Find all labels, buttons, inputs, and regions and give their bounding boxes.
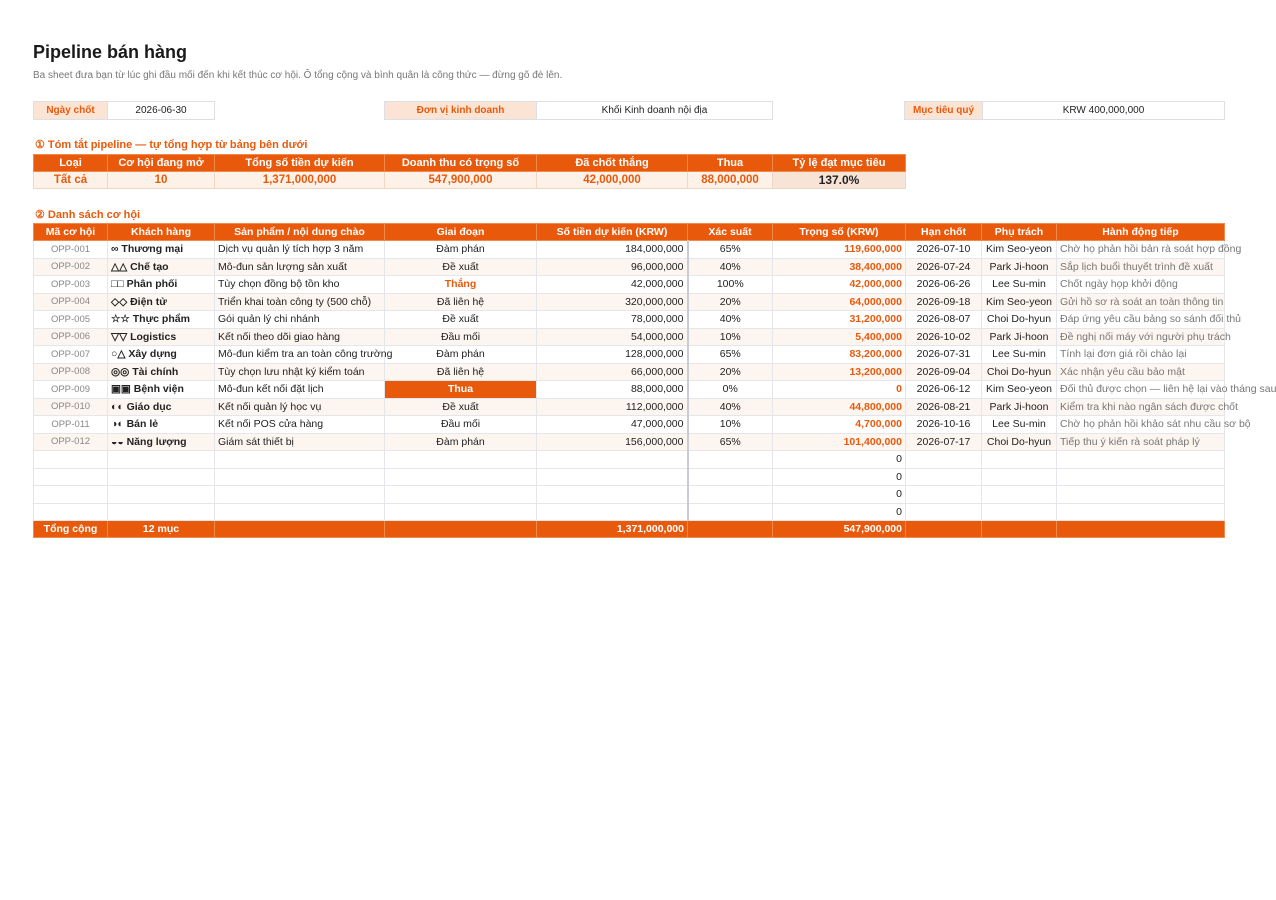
cell-owner[interactable]: Lee Su-min: [982, 276, 1057, 294]
cell-stage[interactable]: Đã liên hệ: [385, 293, 537, 311]
cell-amount[interactable]: 66,000,000: [537, 363, 688, 381]
cell-probability[interactable]: 20%: [688, 293, 773, 311]
cell-probability[interactable]: 65%: [688, 346, 773, 364]
cell-due-date[interactable]: 2026-08-07: [906, 311, 982, 329]
table-row[interactable]: [34, 416, 1225, 434]
cell-due-date[interactable]: 2026-07-31: [906, 346, 982, 364]
cell-opportunity-id[interactable]: OPP-008: [34, 363, 108, 381]
cell-weighted[interactable]: 0: [773, 503, 906, 521]
cell-due-date[interactable]: 2026-07-17: [906, 433, 982, 451]
cell-probability[interactable]: 65%: [688, 433, 773, 451]
cell-opportunity-id[interactable]: OPP-012: [34, 433, 108, 451]
empty-cell[interactable]: [34, 486, 108, 504]
summary-section-title: ① Tóm tắt pipeline — tự tổng hợp từ bảng bên dưới: [35, 139, 308, 151]
cell-next-action[interactable]: Đáp ứng yêu cầu bảng so sánh đối thủ: [1057, 311, 1225, 329]
cell-stage[interactable]: Đề xuất: [385, 398, 537, 416]
empty-row[interactable]: [34, 451, 1225, 469]
cell-next-action[interactable]: Tiếp thu ý kiến rà soát pháp lý: [1057, 433, 1225, 451]
cell-customer[interactable]: △△ Chế tạo: [108, 258, 215, 276]
table-row[interactable]: [34, 346, 1225, 364]
cell-amount[interactable]: 54,000,000: [537, 328, 688, 346]
cell-weighted[interactable]: 4,700,000: [773, 416, 906, 434]
empty-cell[interactable]: [34, 451, 108, 469]
empty-cell[interactable]: [34, 503, 108, 521]
cell-weighted[interactable]: 64,000,000: [773, 293, 906, 311]
cell-amount[interactable]: 184,000,000: [537, 241, 688, 259]
table-row[interactable]: [34, 241, 1225, 259]
empty-row[interactable]: [34, 503, 1225, 521]
table-row[interactable]: [34, 258, 1225, 276]
cell-due-date[interactable]: 2026-10-02: [906, 328, 982, 346]
empty-cell[interactable]: [34, 468, 108, 486]
cell-owner[interactable]: Choi Do-hyun: [982, 433, 1057, 451]
cell-owner[interactable]: Park Ji-hoon: [982, 328, 1057, 346]
empty-cell[interactable]: [108, 451, 215, 469]
close-date-value[interactable]: 2026-06-30: [108, 102, 215, 120]
cell-stage[interactable]: Đàm phán: [385, 433, 537, 451]
total-empty-cell: [688, 521, 773, 538]
col-header-stage[interactable]: Giai đoạn: [385, 224, 537, 241]
table-row[interactable]: [34, 398, 1225, 416]
empty-cell[interactable]: [982, 486, 1057, 504]
cell-customer[interactable]: ▽▽ Logistics: [108, 328, 215, 346]
cell-due-date[interactable]: 2026-09-04: [906, 363, 982, 381]
cell-weighted[interactable]: 38,400,000: [773, 258, 906, 276]
cell-product[interactable]: Mô-đun kết nối đặt lịch: [215, 381, 385, 399]
col-header-owner[interactable]: Phụ trách: [982, 224, 1057, 241]
col-header-product[interactable]: Sản phẩm / nội dung chào: [215, 224, 385, 241]
empty-cell[interactable]: [108, 486, 215, 504]
empty-cell[interactable]: [537, 468, 688, 486]
table-row[interactable]: [34, 433, 1225, 451]
col-header-id[interactable]: Mã cơ hội: [34, 224, 108, 241]
pipeline-table: [33, 223, 1276, 538]
summary-won[interactable]: 42,000,000: [537, 172, 688, 189]
cell-opportunity-id[interactable]: OPP-005: [34, 311, 108, 329]
cell-product[interactable]: Giám sát thiết bị: [215, 433, 385, 451]
cell-next-action[interactable]: Chờ họ phản hồi khảo sát nhu cầu sơ bộ: [1057, 416, 1225, 434]
empty-cell[interactable]: [688, 486, 773, 504]
cell-owner[interactable]: Choi Do-hyun: [982, 363, 1057, 381]
cell-due-date[interactable]: 2026-06-12: [906, 381, 982, 399]
cell-owner[interactable]: Lee Su-min: [982, 416, 1057, 434]
total-empty-cell: [215, 521, 385, 538]
cell-product[interactable]: Tùy chọn lưu nhật ký kiểm toán: [215, 363, 385, 381]
cell-probability[interactable]: 10%: [688, 416, 773, 434]
cell-opportunity-id[interactable]: OPP-004: [34, 293, 108, 311]
unit-label: Đơn vị kinh doanh: [385, 102, 537, 120]
cell-opportunity-id[interactable]: OPP-002: [34, 258, 108, 276]
empty-cell[interactable]: [1057, 468, 1225, 486]
cell-customer[interactable]: ◑◐ Bán lẻ: [108, 416, 215, 434]
cell-customer[interactable]: ◐◐ Giáo dục: [108, 398, 215, 416]
cell-owner[interactable]: Lee Su-min: [982, 346, 1057, 364]
cell-stage[interactable]: Thua: [385, 381, 537, 399]
cell-opportunity-id[interactable]: OPP-011: [34, 416, 108, 434]
summary-header: Cơ hội đang mở: [108, 155, 215, 172]
cell-weighted[interactable]: 31,200,000: [773, 311, 906, 329]
empty-cell[interactable]: [385, 503, 537, 521]
col-header-next-action[interactable]: Hành động tiếp: [1057, 224, 1225, 241]
empty-cell[interactable]: [906, 468, 982, 486]
cell-next-action[interactable]: Tính lại đơn giá rồi chào lại: [1057, 346, 1225, 364]
empty-cell[interactable]: [215, 486, 385, 504]
cell-due-date[interactable]: 2026-10-16: [906, 416, 982, 434]
cell-stage[interactable]: Đã liên hệ: [385, 363, 537, 381]
summary-table: [33, 154, 906, 189]
meta-table: [33, 101, 1225, 120]
cell-probability[interactable]: 10%: [688, 328, 773, 346]
cell-amount[interactable]: 156,000,000: [537, 433, 688, 451]
cell-product[interactable]: Triển khai toàn công ty (500 chỗ): [215, 293, 385, 311]
empty-row[interactable]: [34, 468, 1225, 486]
cell-weighted[interactable]: 0: [773, 381, 906, 399]
table-row[interactable]: [34, 328, 1225, 346]
cell-probability[interactable]: 40%: [688, 311, 773, 329]
close-date-label: Ngày chốt: [34, 102, 108, 120]
cell-due-date[interactable]: 2026-07-24: [906, 258, 982, 276]
total-empty-cell: [385, 521, 537, 538]
page-subtitle: Ba sheet đưa bạn từ lúc ghi đầu mối đến khi kết thúc cơ hội. Ô tổng cộng và bình quân là công thức — đừng gõ đè lên.: [33, 70, 563, 81]
cell-amount[interactable]: 128,000,000: [537, 346, 688, 364]
cell-amount[interactable]: 78,000,000: [537, 311, 688, 329]
cell-stage[interactable]: Đề xuất: [385, 311, 537, 329]
empty-cell[interactable]: [982, 451, 1057, 469]
cell-weighted[interactable]: 0: [773, 486, 906, 504]
cell-product[interactable]: Mô-đun sản lượng sản xuất: [215, 258, 385, 276]
table-row[interactable]: [34, 381, 1225, 399]
empty-cell[interactable]: [906, 503, 982, 521]
cell-product[interactable]: Dịch vụ quản lý tích hợp 3 năm: [215, 241, 385, 259]
summary-total-amount[interactable]: 1,371,000,000: [215, 172, 385, 189]
empty-cell[interactable]: [215, 503, 385, 521]
cell-opportunity-id[interactable]: OPP-010: [34, 398, 108, 416]
total-row: [34, 521, 1225, 538]
cell-weighted[interactable]: 44,800,000: [773, 398, 906, 416]
cell-next-action[interactable]: Đối thủ được chọn — liên hệ lại vào tháng sau: [1057, 381, 1225, 399]
total-empty-cell: [906, 521, 982, 538]
summary-header: Thua: [688, 155, 773, 172]
cell-next-action[interactable]: Kiểm tra khi nào ngân sách được chốt: [1057, 398, 1225, 416]
empty-cell[interactable]: [906, 486, 982, 504]
cell-stage[interactable]: Đầu mối: [385, 416, 537, 434]
empty-cell[interactable]: [385, 486, 537, 504]
cell-customer[interactable]: ▣▣ Bệnh viện: [108, 381, 215, 399]
summary-header: Tỷ lệ đạt mục tiêu: [773, 155, 906, 172]
cell-weighted[interactable]: 101,400,000: [773, 433, 906, 451]
cell-opportunity-id[interactable]: OPP-006: [34, 328, 108, 346]
empty-cell[interactable]: [1057, 503, 1225, 521]
cell-customer[interactable]: □□ Phân phối: [108, 276, 215, 294]
total-empty-cell: [982, 521, 1057, 538]
summary-header: Loại: [34, 155, 108, 172]
summary-header: Tổng số tiền dự kiến: [215, 155, 385, 172]
empty-cell[interactable]: [982, 468, 1057, 486]
cell-owner[interactable]: Park Ji-hoon: [982, 398, 1057, 416]
cell-opportunity-id[interactable]: OPP-003: [34, 276, 108, 294]
summary-type[interactable]: Tất cả: [34, 172, 108, 189]
col-header-amount[interactable]: Số tiền dự kiến (KRW): [537, 224, 688, 241]
table-row[interactable]: [34, 293, 1225, 311]
cell-next-action[interactable]: Gửi hồ sơ rà soát an toàn thông tin: [1057, 293, 1225, 311]
col-header-probability[interactable]: Xác suất: [688, 224, 773, 241]
empty-cell[interactable]: [688, 451, 773, 469]
cell-opportunity-id[interactable]: OPP-007: [34, 346, 108, 364]
cell-product[interactable]: Kết nối theo dõi giao hàng: [215, 328, 385, 346]
cell-probability[interactable]: 20%: [688, 363, 773, 381]
empty-row[interactable]: [34, 486, 1225, 504]
cell-weighted[interactable]: 5,400,000: [773, 328, 906, 346]
cell-product[interactable]: Gói quản lý chi nhánh: [215, 311, 385, 329]
cell-due-date[interactable]: 2026-06-26: [906, 276, 982, 294]
cell-customer[interactable]: ◒◒ Năng lượng: [108, 433, 215, 451]
summary-header: Doanh thu có trọng số: [385, 155, 537, 172]
cell-amount[interactable]: 88,000,000: [537, 381, 688, 399]
empty-cell[interactable]: [688, 503, 773, 521]
empty-cell[interactable]: [537, 451, 688, 469]
cell-next-action[interactable]: Sắp lịch buổi thuyết trình đề xuất: [1057, 258, 1225, 276]
empty-cell[interactable]: [1057, 451, 1225, 469]
cell-product[interactable]: Kết nối POS cửa hàng: [215, 416, 385, 434]
empty-cell[interactable]: [537, 486, 688, 504]
empty-cell[interactable]: [1057, 486, 1225, 504]
cell-customer[interactable]: ◇◇ Điện tử: [108, 293, 215, 311]
total-label: Tổng cộng: [34, 521, 108, 538]
cell-weighted[interactable]: 42,000,000: [773, 276, 906, 294]
cell-probability[interactable]: 40%: [688, 398, 773, 416]
summary-lost[interactable]: 88,000,000: [688, 172, 773, 189]
cell-stage[interactable]: Thắng: [385, 276, 537, 294]
col-header-due[interactable]: Hạn chốt: [906, 224, 982, 241]
cell-due-date[interactable]: 2026-07-10: [906, 241, 982, 259]
cell-product[interactable]: Tùy chọn đồng bộ tồn kho: [215, 276, 385, 294]
empty-cell[interactable]: [385, 468, 537, 486]
total-count: 12 mục: [108, 521, 215, 538]
total-empty-cell: [1057, 521, 1225, 538]
cell-owner[interactable]: Kim Seo-yeon: [982, 293, 1057, 311]
cell-weighted[interactable]: 83,200,000: [773, 346, 906, 364]
empty-cell[interactable]: [537, 503, 688, 521]
cell-product[interactable]: Kết nối quản lý học vụ: [215, 398, 385, 416]
empty-cell[interactable]: [688, 468, 773, 486]
cell-amount[interactable]: 47,000,000: [537, 416, 688, 434]
table-row[interactable]: [34, 363, 1225, 381]
cell-product[interactable]: Mô-đun kiểm tra an toàn công trường: [215, 346, 385, 364]
cell-amount[interactable]: 320,000,000: [537, 293, 688, 311]
empty-cell[interactable]: [215, 468, 385, 486]
cell-customer[interactable]: ○△ Xây dựng: [108, 346, 215, 364]
cell-owner[interactable]: Kim Seo-yeon: [982, 241, 1057, 259]
cell-amount[interactable]: 96,000,000: [537, 258, 688, 276]
cell-weighted[interactable]: 0: [773, 451, 906, 469]
cell-customer[interactable]: ∞ Thương mại: [108, 241, 215, 259]
cell-opportunity-id[interactable]: OPP-001: [34, 241, 108, 259]
empty-cell[interactable]: [215, 451, 385, 469]
total-weighted: 547,900,000: [773, 521, 906, 538]
cell-customer[interactable]: ☆☆ Thực phẩm: [108, 311, 215, 329]
cell-probability[interactable]: 65%: [688, 241, 773, 259]
total-amount: 1,371,000,000: [537, 521, 688, 538]
page-title: Pipeline bán hàng: [33, 42, 188, 62]
cell-amount[interactable]: 42,000,000: [537, 276, 688, 294]
empty-cell[interactable]: [385, 451, 537, 469]
cell-next-action[interactable]: Xác nhận yêu cầu bảo mật: [1057, 363, 1225, 381]
summary-weighted-revenue[interactable]: 547,900,000: [385, 172, 537, 189]
table-row[interactable]: [34, 276, 1225, 294]
cell-stage[interactable]: Đàm phán: [385, 346, 537, 364]
summary-open-count[interactable]: 10: [108, 172, 215, 189]
cell-stage[interactable]: Đầu mối: [385, 328, 537, 346]
cell-weighted[interactable]: 119,600,000: [773, 241, 906, 259]
col-header-customer[interactable]: Khách hàng: [108, 224, 215, 241]
cell-owner[interactable]: Choi Do-hyun: [982, 311, 1057, 329]
unit-value[interactable]: Khối Kinh doanh nội địa: [537, 102, 773, 120]
cell-opportunity-id[interactable]: OPP-009: [34, 381, 108, 399]
cell-weighted[interactable]: 0: [773, 468, 906, 486]
cell-due-date[interactable]: 2026-08-21: [906, 398, 982, 416]
empty-cell[interactable]: [108, 468, 215, 486]
target-label: Mục tiêu quý: [905, 102, 983, 120]
summary-header: Đã chốt thắng: [537, 155, 688, 172]
empty-cell[interactable]: [108, 503, 215, 521]
cell-next-action[interactable]: Chốt ngày họp khởi động: [1057, 276, 1225, 294]
empty-cell[interactable]: [982, 503, 1057, 521]
pipeline-section-title: ② Danh sách cơ hội: [35, 209, 141, 221]
summary-target-rate[interactable]: 137.0%: [773, 172, 906, 189]
table-row[interactable]: [34, 311, 1225, 329]
cell-next-action[interactable]: Đề nghị nối máy với người phụ trách: [1057, 328, 1225, 346]
cell-amount[interactable]: 112,000,000: [537, 398, 688, 416]
cell-owner[interactable]: Park Ji-hoon: [982, 258, 1057, 276]
empty-cell[interactable]: [906, 451, 982, 469]
cell-probability[interactable]: 40%: [688, 258, 773, 276]
cell-weighted[interactable]: 13,200,000: [773, 363, 906, 381]
cell-owner[interactable]: Kim Seo-yeon: [982, 381, 1057, 399]
cell-customer[interactable]: ◎◎ Tài chính: [108, 363, 215, 381]
cell-stage[interactable]: Đề xuất: [385, 258, 537, 276]
col-header-weighted[interactable]: Trọng số (KRW): [773, 224, 906, 241]
cell-probability[interactable]: 100%: [688, 276, 773, 294]
target-value[interactable]: KRW 400,000,000: [983, 102, 1225, 120]
cell-stage[interactable]: Đàm phán: [385, 241, 537, 259]
cell-probability[interactable]: 0%: [688, 381, 773, 399]
cell-next-action[interactable]: Chờ họ phản hồi bản rà soát hợp đồng: [1057, 241, 1225, 259]
cell-due-date[interactable]: 2026-09-18: [906, 293, 982, 311]
